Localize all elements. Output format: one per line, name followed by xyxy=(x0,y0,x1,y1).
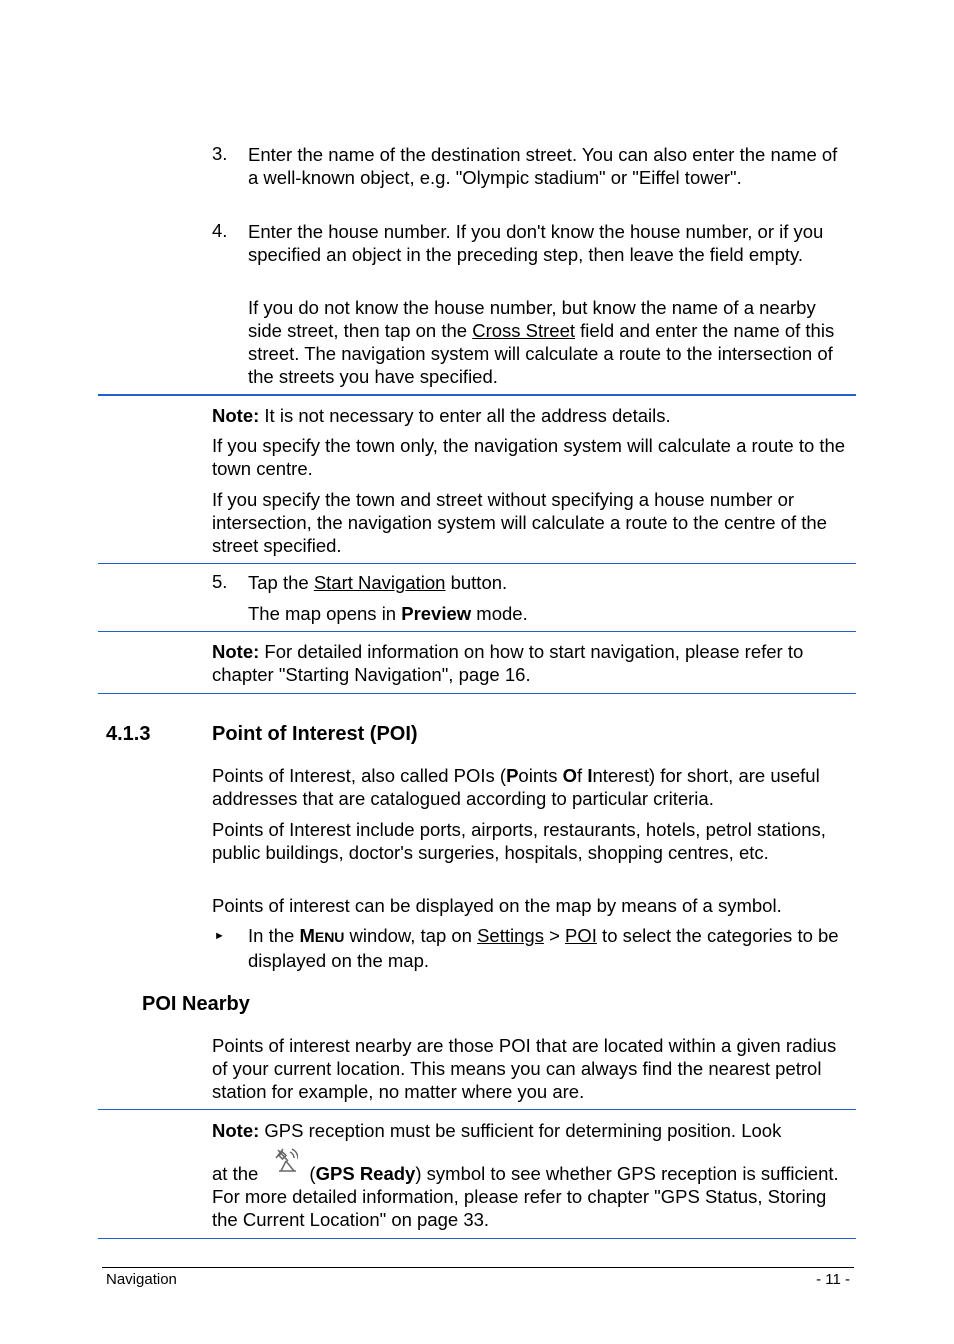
divider xyxy=(98,563,856,564)
divider xyxy=(98,394,856,396)
section-paragraph-2: Points of Interest include ports, airports, restaurants, hotels, petrol stations, public buildings, doctor's surgeries, hospitals, shopping centres, etc. xyxy=(212,819,826,863)
step-number: 5. xyxy=(212,571,228,592)
subsection-title: POI Nearby xyxy=(142,993,250,1015)
poi-link[interactable]: POI xyxy=(565,925,597,946)
footer-chapter: Navigation xyxy=(106,1271,177,1288)
section-paragraph-1: Points of Interest, also called POIs (Points Of Interest) for short, are useful addresses that are catalogued according to particular criteria. xyxy=(212,765,820,809)
step-4-text: Enter the house number. If you don't know the house number, or if you specified an object in the preceding step, then leave the field empty. xyxy=(248,221,824,265)
note-1: Note: It is not necessary to enter all the address details. xyxy=(212,405,671,426)
note-1-paragraph-2: If you specify the town only, the navigation system will calculate a route to the town centre. xyxy=(212,435,846,479)
bullet-instruction: In the MENU window, tap on Settings > POI to select the categories to be displayed on the map. xyxy=(248,925,839,971)
step-number: 3. xyxy=(212,143,228,164)
section-paragraph-3: Points of interest can be displayed on the map by means of a symbol. xyxy=(212,895,782,916)
subsection-paragraph: Points of interest nearby are those POI that are located within a given radius of your current location. This means you can always find the nearest petrol station for example, no matter where you are. xyxy=(212,1035,837,1102)
section-title: Point of Interest (POI) xyxy=(212,723,418,745)
step-5-paragraph: The map opens in Preview mode. xyxy=(248,603,528,624)
bullet-arrow-icon: ► xyxy=(214,930,225,942)
cross-street-link[interactable]: Cross Street xyxy=(472,320,576,341)
section-number: 4.1.3 xyxy=(106,723,151,745)
satellite-icon xyxy=(272,1147,298,1175)
page-number: - 11 - xyxy=(816,1271,850,1288)
step-number: 4. xyxy=(212,220,228,241)
step-3-text: Enter the name of the destination street. You can also enter the name of a well-known object, e.g. "Olympic stadium" or "Eiffel tower". xyxy=(248,144,838,188)
divider xyxy=(98,631,856,632)
divider xyxy=(98,1109,856,1110)
note-3: Note: GPS reception must be sufficient for determining position. Look xyxy=(212,1120,782,1141)
divider xyxy=(98,693,856,694)
start-navigation-link[interactable]: Start Navigation xyxy=(313,572,446,593)
footer-divider xyxy=(102,1267,854,1268)
note-2: Note: For detailed information on how to start navigation, please refer to chapter "Starting Navigation", page 16. xyxy=(212,641,804,685)
note-1-paragraph-3: If you specify the town and street without specifying a house number or intersection, the navigation system will calculate a route to the centre of the street specified. xyxy=(212,489,827,556)
note-3-continued: at the (GPS Ready) symbol to see whether GPS reception is sufficient. For more detailed information, please refer to chapter "GPS Status, Storing the Current Location" on page 33. xyxy=(212,1163,839,1230)
settings-link[interactable]: Settings xyxy=(477,925,544,946)
step-5-text: Tap the Start Navigation button. xyxy=(248,572,508,593)
divider xyxy=(98,1238,856,1239)
step-4-paragraph: If you do not know the house number, but know the name of a nearby side street, then tap on the Cross Street field and enter the name of this street. The navigation system will calculate a route to the intersection of the streets you have specified. xyxy=(248,297,835,387)
